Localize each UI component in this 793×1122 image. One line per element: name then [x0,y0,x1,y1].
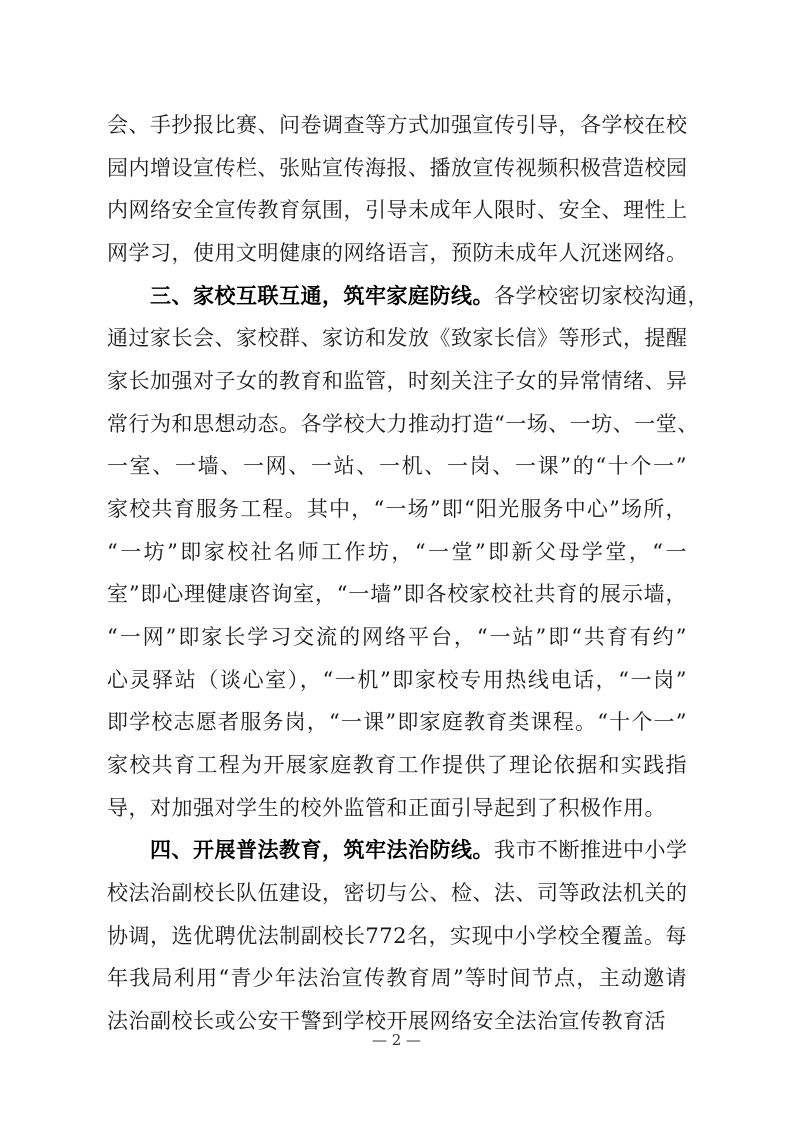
section-3-first-line [150,275,709,317]
section-4-text: 我市不断推进中小学 [494,838,688,863]
body-text-line: 会、手抄报比赛、问卷调查等方式加强宣传引导，各学校在校 [107,113,688,137]
body-text-line: 即学校志愿者服务岗，“一课”即家庭教育类课程。“十个一” [107,710,687,735]
body-text-line: 室”即心理健康咨询室，“一墙”即各校家校社共育的展示墙， [107,582,687,607]
body-text-line: 家校共育工程为开展家庭教育工作提供了理论依据和实践指 [107,753,687,777]
body-text-line: 常行为和思想动态。各学校大力推动打造“一场、一坊、一堂、 [107,411,699,436]
body-text-line: 通过家长会、家校群、家访和发放《致家长信》等形式，提醒 [107,326,688,351]
body-text-line: “一坊”即家校社名师工作坊，“一堂”即新父母学堂，“一 [107,539,687,564]
page-number: — 2 — [371,1031,422,1049]
section-3-text: 各学校密切家校沟通， [494,283,709,308]
body-text-line: 校法治副校长队伍建设，密切与公、检、法、司等政法机关的 [107,881,688,905]
body-text-line: 网学习，使用文明健康的网络语言，预防未成年人沉迷网络。 [107,241,688,265]
body-text-line: 一室、一墙、一网、一站、一机、一岗、一课”的“十个一” [107,454,687,479]
body-text-line: 园内增设宣传栏、张贴宣传海报、播放宣传视频积极营造校园 [107,155,688,180]
body-text-line: 协调，选优聘优法制副校长772名，实现中小学校全覆盖。每 [107,923,687,948]
body-text-line: 心灵驿站（谈心室），“一机”即家校专用热线电话，“一岗” [107,667,687,692]
body-text-line: 家长加强对子女的教育和监管，时刻关注子女的异常情绪、异 [107,369,688,393]
body-text-line: 家校共育服务工程。其中，“一场”即“阳光服务中心”场所， [107,497,687,521]
body-text-line: 导，对加强对学生的校外监管和正面引导起到了积极作用。 [107,795,666,820]
section-3-heading: 三、家校互联互通，筑牢家庭防线。 [150,282,494,308]
body-text-line: 年我局利用“青少年法治宣传教育周”等时间节点，主动邀请 [107,966,687,991]
body-text-line: 法治副校长或公安干警到学校开展网络安全法治宣传教育活 [107,1009,666,1033]
body-text-line: 内网络安全宣传教育氛围，引导未成年人限时、安全、理性上 [107,198,688,223]
section-4-heading: 四、开展普法教育，筑牢法治防线。 [150,837,494,863]
body-text-line: “一网”即家长学习交流的网络平台，“一站”即“共育有约” [107,625,687,649]
section-4-first-line [150,829,687,871]
